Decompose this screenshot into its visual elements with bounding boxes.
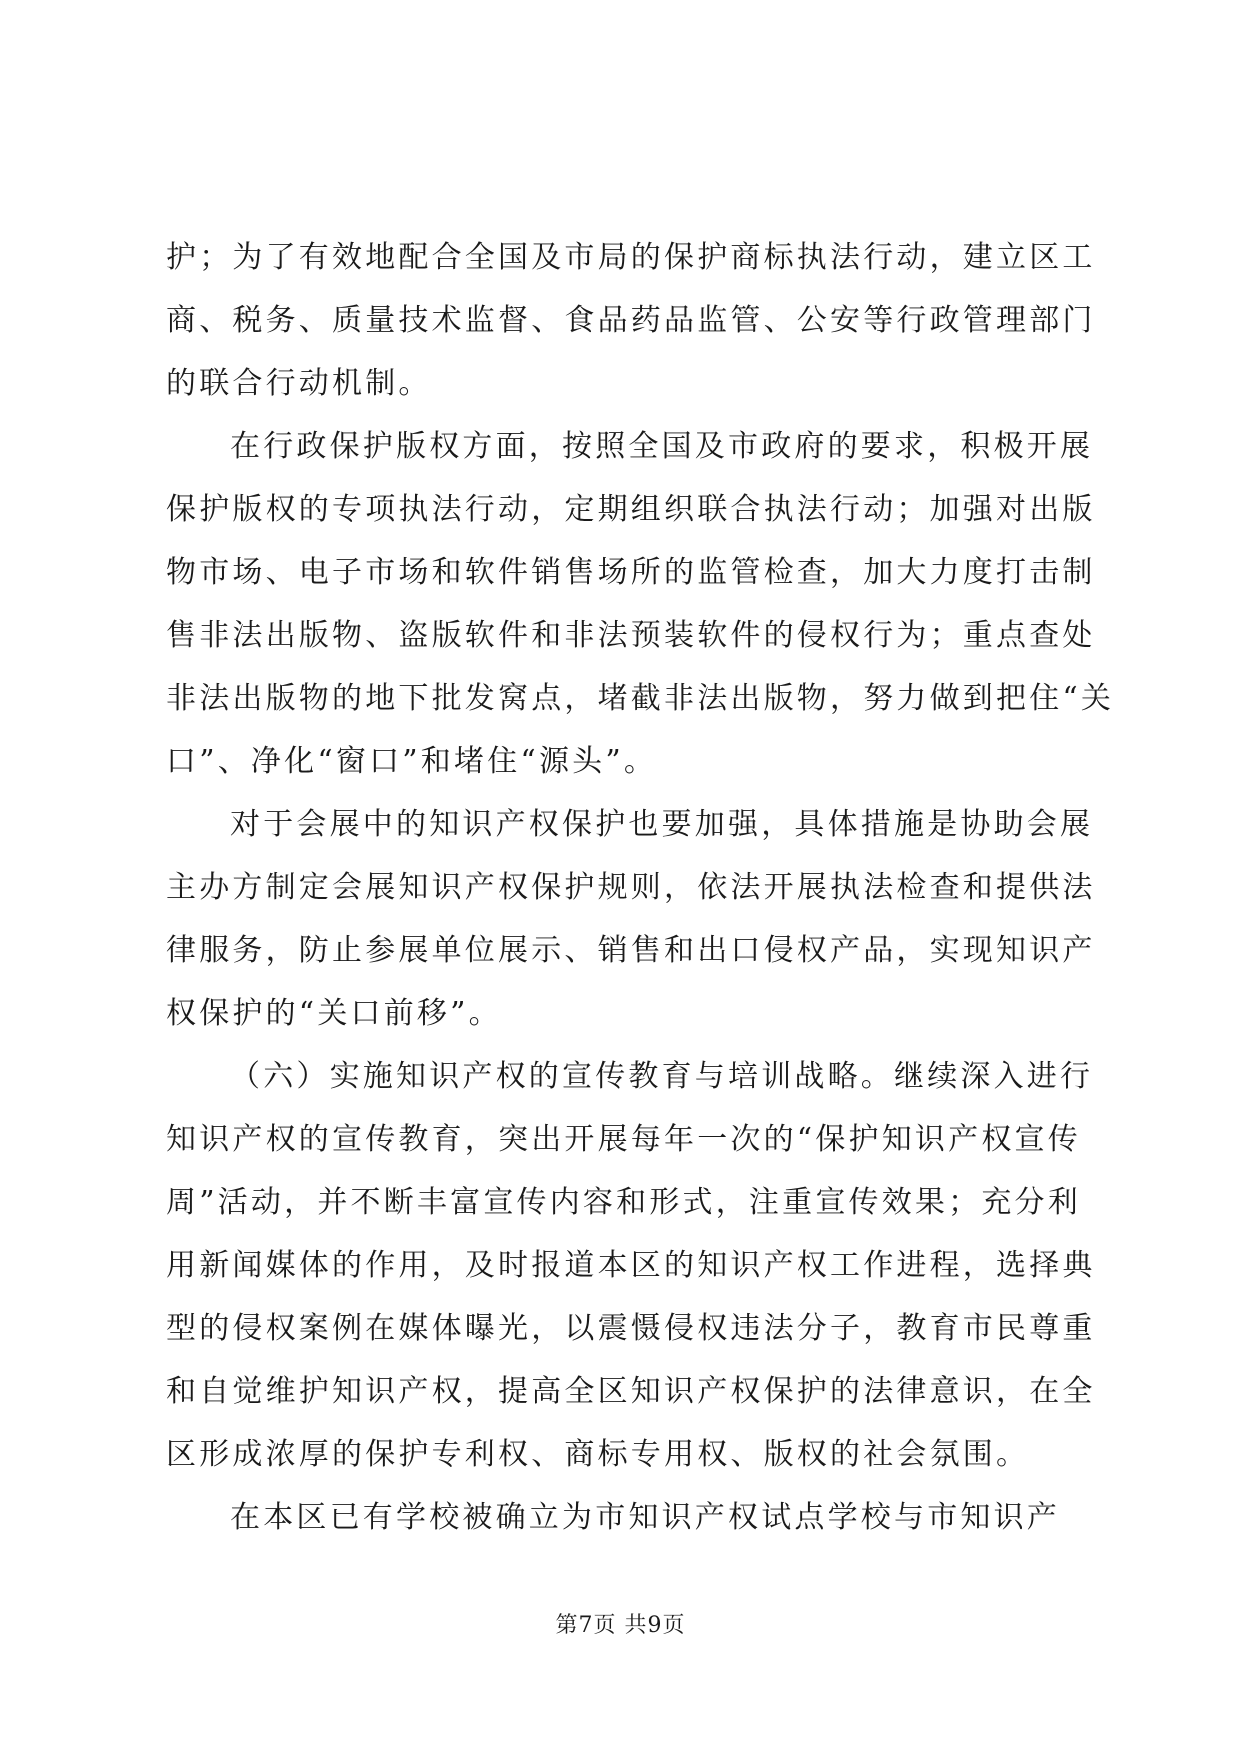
paragraph-publicity-education xyxy=(166,1045,1096,1486)
paragraph-trademark-enforcement xyxy=(166,226,1096,415)
text-line: 非法出版物的地下批发窝点，堵截非法出版物，努力做到把住“关 xyxy=(166,681,1115,716)
text-line: 的联合行动机制。 xyxy=(166,366,432,401)
paragraph-exhibition-ip xyxy=(166,793,1096,1045)
page-number: 第7页 共9页 xyxy=(555,1613,686,1638)
text-line: 护；为了有效地配合全国及市局的保护商标执法行动，建立区工 xyxy=(166,240,1096,275)
text-line: 区形成浓厚的保护专利权、商标专用权、版权的社会氛围。 xyxy=(166,1437,1030,1472)
text-line: 在行政保护版权方面，按照全国及市政府的要求，积极开展 xyxy=(230,429,1094,464)
text-line: （六）实施知识产权的宣传教育与培训战略。继续深入进行 xyxy=(230,1059,1094,1094)
text-line: 物市场、电子市场和软件销售场所的监管检查，加大力度打击制 xyxy=(166,555,1096,590)
text-line: 权保护的“关口前移”。 xyxy=(166,996,502,1031)
text-line: 周”活动，并不断丰富宣传内容和形式，注重宣传效果；充分利 xyxy=(166,1185,1081,1220)
text-line: 型的侵权案例在媒体曝光，以震慑侵权违法分子，教育市民尊重 xyxy=(166,1311,1096,1346)
text-line: 用新闻媒体的作用，及时报道本区的知识产权工作进程，选择典 xyxy=(166,1248,1096,1283)
text-line: 主办方制定会展知识产权保护规则，依法开展执法检查和提供法 xyxy=(166,870,1096,905)
text-line: 商、税务、质量技术监督、食品药品监管、公安等行政管理部门 xyxy=(166,303,1096,338)
text-line: 在本区已有学校被确立为市知识产权试点学校与市知识产 xyxy=(230,1500,1060,1535)
text-line: 售非法出版物、盗版软件和非法预装软件的侵权行为；重点查处 xyxy=(166,618,1096,653)
text-line: 律服务，防止参展单位展示、销售和出口侵权产品，实现知识产 xyxy=(166,933,1096,968)
document-body xyxy=(166,226,1115,1549)
text-line: 保护版权的专项执法行动，定期组织联合执法行动；加强对出版 xyxy=(166,492,1096,527)
text-line: 口”、净化“窗口”和堵住“源头”。 xyxy=(166,744,658,779)
text-line: 知识产权的宣传教育，突出开展每年一次的“保护知识产权宣传 xyxy=(166,1122,1081,1157)
paragraph-copyright-protection xyxy=(166,415,1115,793)
text-line: 和自觉维护知识产权，提高全区知识产权保护的法律意识，在全 xyxy=(166,1374,1096,1409)
page-footer xyxy=(0,1608,1241,1639)
text-line: 对于会展中的知识产权保护也要加强，具体措施是协助会展 xyxy=(230,807,1094,842)
paragraph-pilot-schools xyxy=(166,1486,1076,1549)
